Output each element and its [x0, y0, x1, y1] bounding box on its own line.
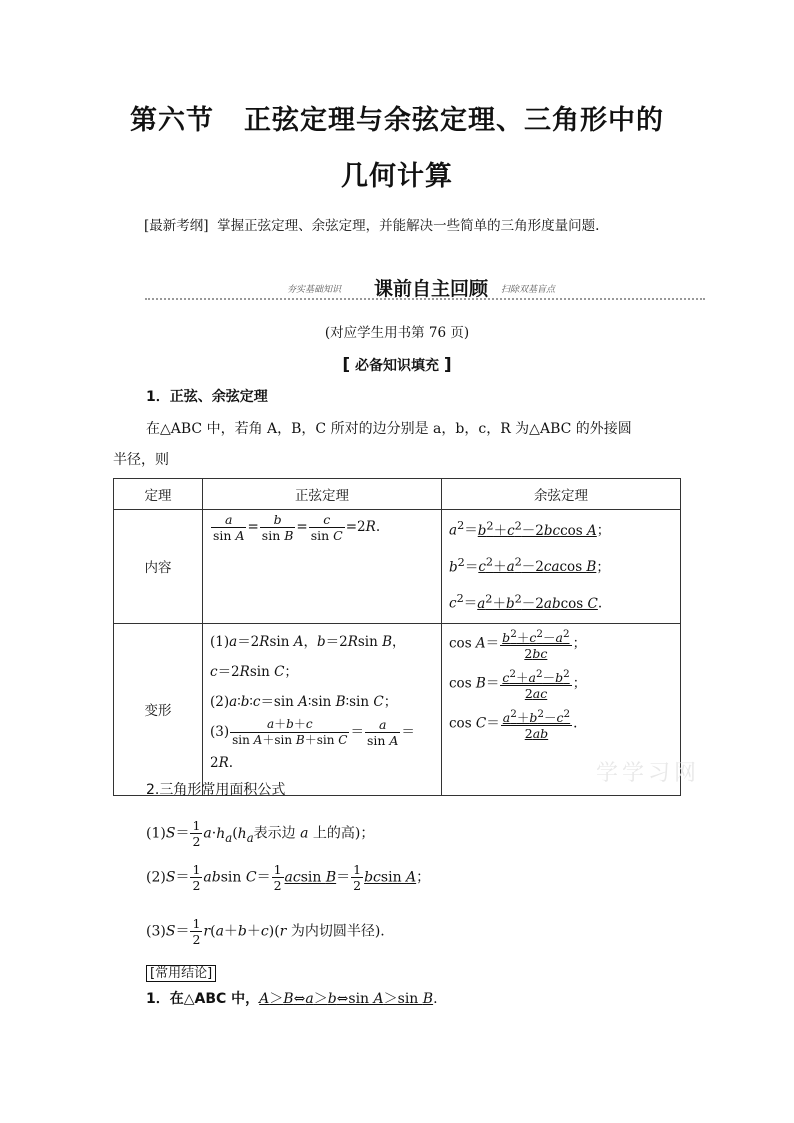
- row-label-content: 内容: [114, 510, 203, 624]
- title-line1: 正弦定理与余弦定理、三角形中的: [244, 105, 664, 136]
- section-number: 第六节: [130, 105, 214, 136]
- exam-outline: [144, 212, 684, 240]
- knowledge-heading: [ 必备知识填充 ]: [342, 355, 452, 375]
- s2-heading: 2.三角形常用面积公式: [146, 782, 286, 798]
- outline-tag: [最新考纲]: [144, 218, 209, 234]
- banner-center: 课前自主回顾: [374, 278, 489, 300]
- table-header-sine: 正弦定理: [203, 479, 442, 510]
- s1-intro-a: 在△ABC 中，若角 A，B，C 所对的边分别是 a，b，c，R 为△ABC 的外接圆: [146, 421, 632, 437]
- outline-text: 掌握正弦定理、余弦定理，并能解决一些简单的三角形度量问题.: [217, 218, 600, 234]
- watermark: 学学习网: [596, 761, 701, 786]
- cosine-law-content: $a^2=b^2+c^2-2bccos$ A； $b^2=c^2+a^2-2cacos$ B； $c^2=a^2+b^2-2abcos$ C.: [442, 510, 681, 624]
- sine-law-transform: (1)a＝2Rsin A，b＝2Rsin B， c＝2Rsin C； (2)a∶b∶c＝sin A∶sin B∶sin C； (3) $\frac{a+b+c}{\text{sin A＋sin B＋sin C}}$ ＝ $\frac{a}{\text{sin A}}$ ＝ 2R.: [203, 623, 442, 795]
- area-formula-3: (3)S＝ $\frac{1}{2}$ r(a＋b＋c)(r 为内切圆半径).: [146, 916, 385, 947]
- banner-left: 夯实基础知识: [287, 285, 342, 295]
- conclusion-item-1-prefix: 1．在△ABC 中，: [146, 991, 260, 1007]
- conclusion-tag-text: [常用结论]: [146, 965, 216, 982]
- s1-heading: 1．正弦、余弦定理: [146, 389, 268, 405]
- title-line2: 几何计算: [341, 161, 453, 192]
- section-banner: [145, 276, 705, 302]
- page-title: [0, 98, 794, 137]
- theorem-table: [113, 478, 681, 796]
- conclusion-item-1: 1．在△ABC 中，A＞B⇔a＞b⇔sin A＞sin B.: [146, 991, 438, 1007]
- banner-right: 扫除双基盲点: [501, 285, 556, 295]
- table-header-cosine: 余弦定理: [442, 479, 681, 510]
- cosine-law-transform: cos A＝ $\frac{b^2+c^2-a^2}{2bc}$ ； cos B＝ $\frac{c^2+a^2-b^2}{2ac}$ ； cos C＝ $\frac{a^2+b^2-c^2}{2ab}$ .: [442, 623, 681, 795]
- sine-law-content: $\frac{a}{\text{sin A}}$ = $\frac{b}{\text{sin B}}$ = $\frac{c}{\text{sin C}}$ =2R.: [203, 510, 442, 624]
- book-reference: (对应学生用书第 76 页): [324, 325, 470, 341]
- table-header-theorem: 定理: [114, 479, 203, 510]
- conclusion-tag: [146, 962, 216, 981]
- s1-intro-b: 半径，则: [113, 452, 169, 468]
- area-formula-2: (2)S＝ $\frac{1}{2}$ absin C＝ $\frac{1}{2}$ acsin B＝ $\frac{1}{2}$ bcsin A；: [146, 862, 431, 893]
- row-label-transform: 变形: [114, 623, 203, 795]
- area-formula-1: (1)S＝ $\frac{1}{2}$ $a\cdot h_a(h_a$表示边 a 上的高)；: [146, 818, 375, 849]
- knowledge-heading-text: 必备知识填充: [355, 358, 439, 374]
